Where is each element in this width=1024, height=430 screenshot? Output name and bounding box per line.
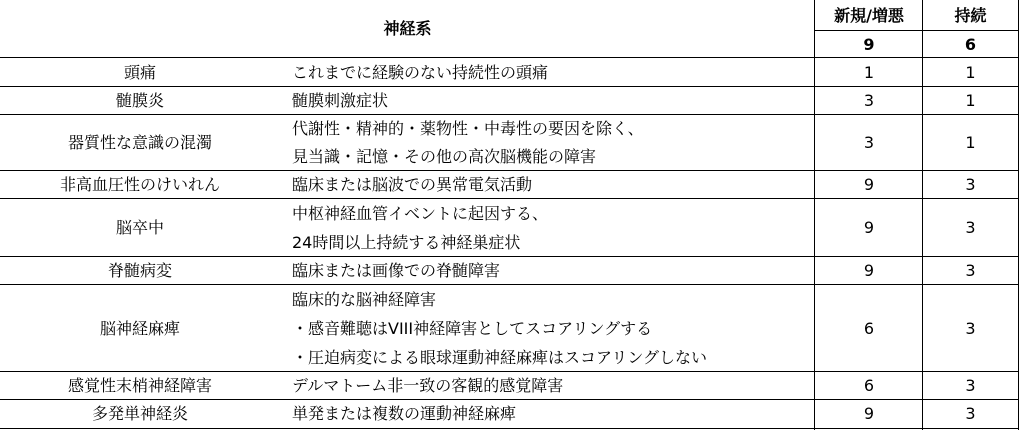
row-name: 感覚性末梢神経障害 <box>67 376 212 395</box>
row-desc <box>292 285 812 372</box>
table-title: 神経系 <box>383 19 432 38</box>
row-divider <box>0 198 1019 199</box>
row-name: 脊髄病変 <box>107 261 172 280</box>
row-desc <box>292 87 812 115</box>
row-desc <box>292 115 812 171</box>
row-desc-line: 臨床または画像での脊髄障害 <box>292 261 501 280</box>
row-divider <box>0 371 1019 372</box>
row-name: 髄膜炎 <box>115 91 164 110</box>
table-border <box>0 428 1019 429</box>
row-desc-line: ・感音難聴はVIII神経障害としてスコアリングする <box>292 319 653 338</box>
row-name: 脳卒中 <box>115 218 164 237</box>
row-desc <box>292 171 812 199</box>
row-desc-line: 見当識・記憶・その他の高次脳機能の障害 <box>292 147 597 166</box>
row-desc-line: これまでに経験のない持続性の頭痛 <box>292 63 549 82</box>
row-desc-line: 臨床または脳波での異常電気活動 <box>292 175 533 194</box>
row-new: 9 <box>863 218 875 237</box>
row-name: 非高血圧性のけいれん <box>59 175 220 194</box>
row-divider <box>0 399 1019 400</box>
row-new: 3 <box>863 91 875 110</box>
row-desc <box>292 58 812 87</box>
row-name: 器質性な意識の混濁 <box>67 133 212 152</box>
row-desc-line: 臨床的な脳神経障害 <box>292 290 437 309</box>
row-desc-line: ・圧迫病変による眼球運動神経麻痺はスコアリングしない <box>292 348 708 367</box>
column-divider <box>814 0 815 430</box>
row-new: 1 <box>863 62 875 82</box>
row-persist: 1 <box>965 62 976 82</box>
row-persist: 3 <box>965 404 976 423</box>
row-desc-line: 単発または複数の運動神経麻痺 <box>292 404 517 423</box>
row-persist: 3 <box>965 376 976 395</box>
row-divider <box>0 170 1019 171</box>
row-new: 6 <box>863 376 875 395</box>
row-desc <box>292 400 812 428</box>
table-border <box>1018 0 1019 430</box>
total-persist: 6 <box>964 34 977 54</box>
column-divider <box>922 0 923 430</box>
row-desc-line: 24時間以上持続する神経巣症状 <box>292 233 521 252</box>
row-persist: 3 <box>965 218 976 237</box>
row-divider <box>0 284 1019 285</box>
row-persist: 3 <box>965 261 976 280</box>
row-name: 多発単神経炎 <box>91 404 188 423</box>
row-desc-line: デルマトーム非一致の客観的感覚障害 <box>292 376 564 395</box>
row-divider <box>0 57 1019 58</box>
row-persist: 1 <box>965 91 976 110</box>
col-header-new: 新規/増悪 <box>834 6 904 25</box>
row-name: 頭痛 <box>123 62 156 82</box>
row-desc-line: 代謝性・精神的・薬物性・中毒性の要因を除く、 <box>292 119 644 138</box>
row-new: 9 <box>863 261 875 280</box>
total-new: 9 <box>863 34 875 54</box>
row-divider <box>0 114 1019 115</box>
row-divider <box>0 86 1019 87</box>
row-desc <box>292 257 812 285</box>
row-divider <box>0 256 1019 257</box>
row-desc <box>292 199 812 257</box>
row-desc-line: 髄膜刺激症状 <box>292 91 389 110</box>
row-new: 9 <box>863 175 875 194</box>
row-new: 6 <box>863 318 875 338</box>
row-new: 3 <box>863 133 875 152</box>
row-desc <box>292 372 812 400</box>
row-name: 脳神経麻痺 <box>99 318 180 338</box>
col-header-persist: 持続 <box>954 6 987 25</box>
row-persist: 3 <box>965 318 976 338</box>
row-persist: 3 <box>965 175 976 194</box>
row-desc-line: 中枢神経血管イベントに起因する、 <box>292 204 549 223</box>
row-new: 9 <box>863 404 875 423</box>
header-divider <box>815 30 1019 31</box>
row-persist: 1 <box>965 133 976 152</box>
